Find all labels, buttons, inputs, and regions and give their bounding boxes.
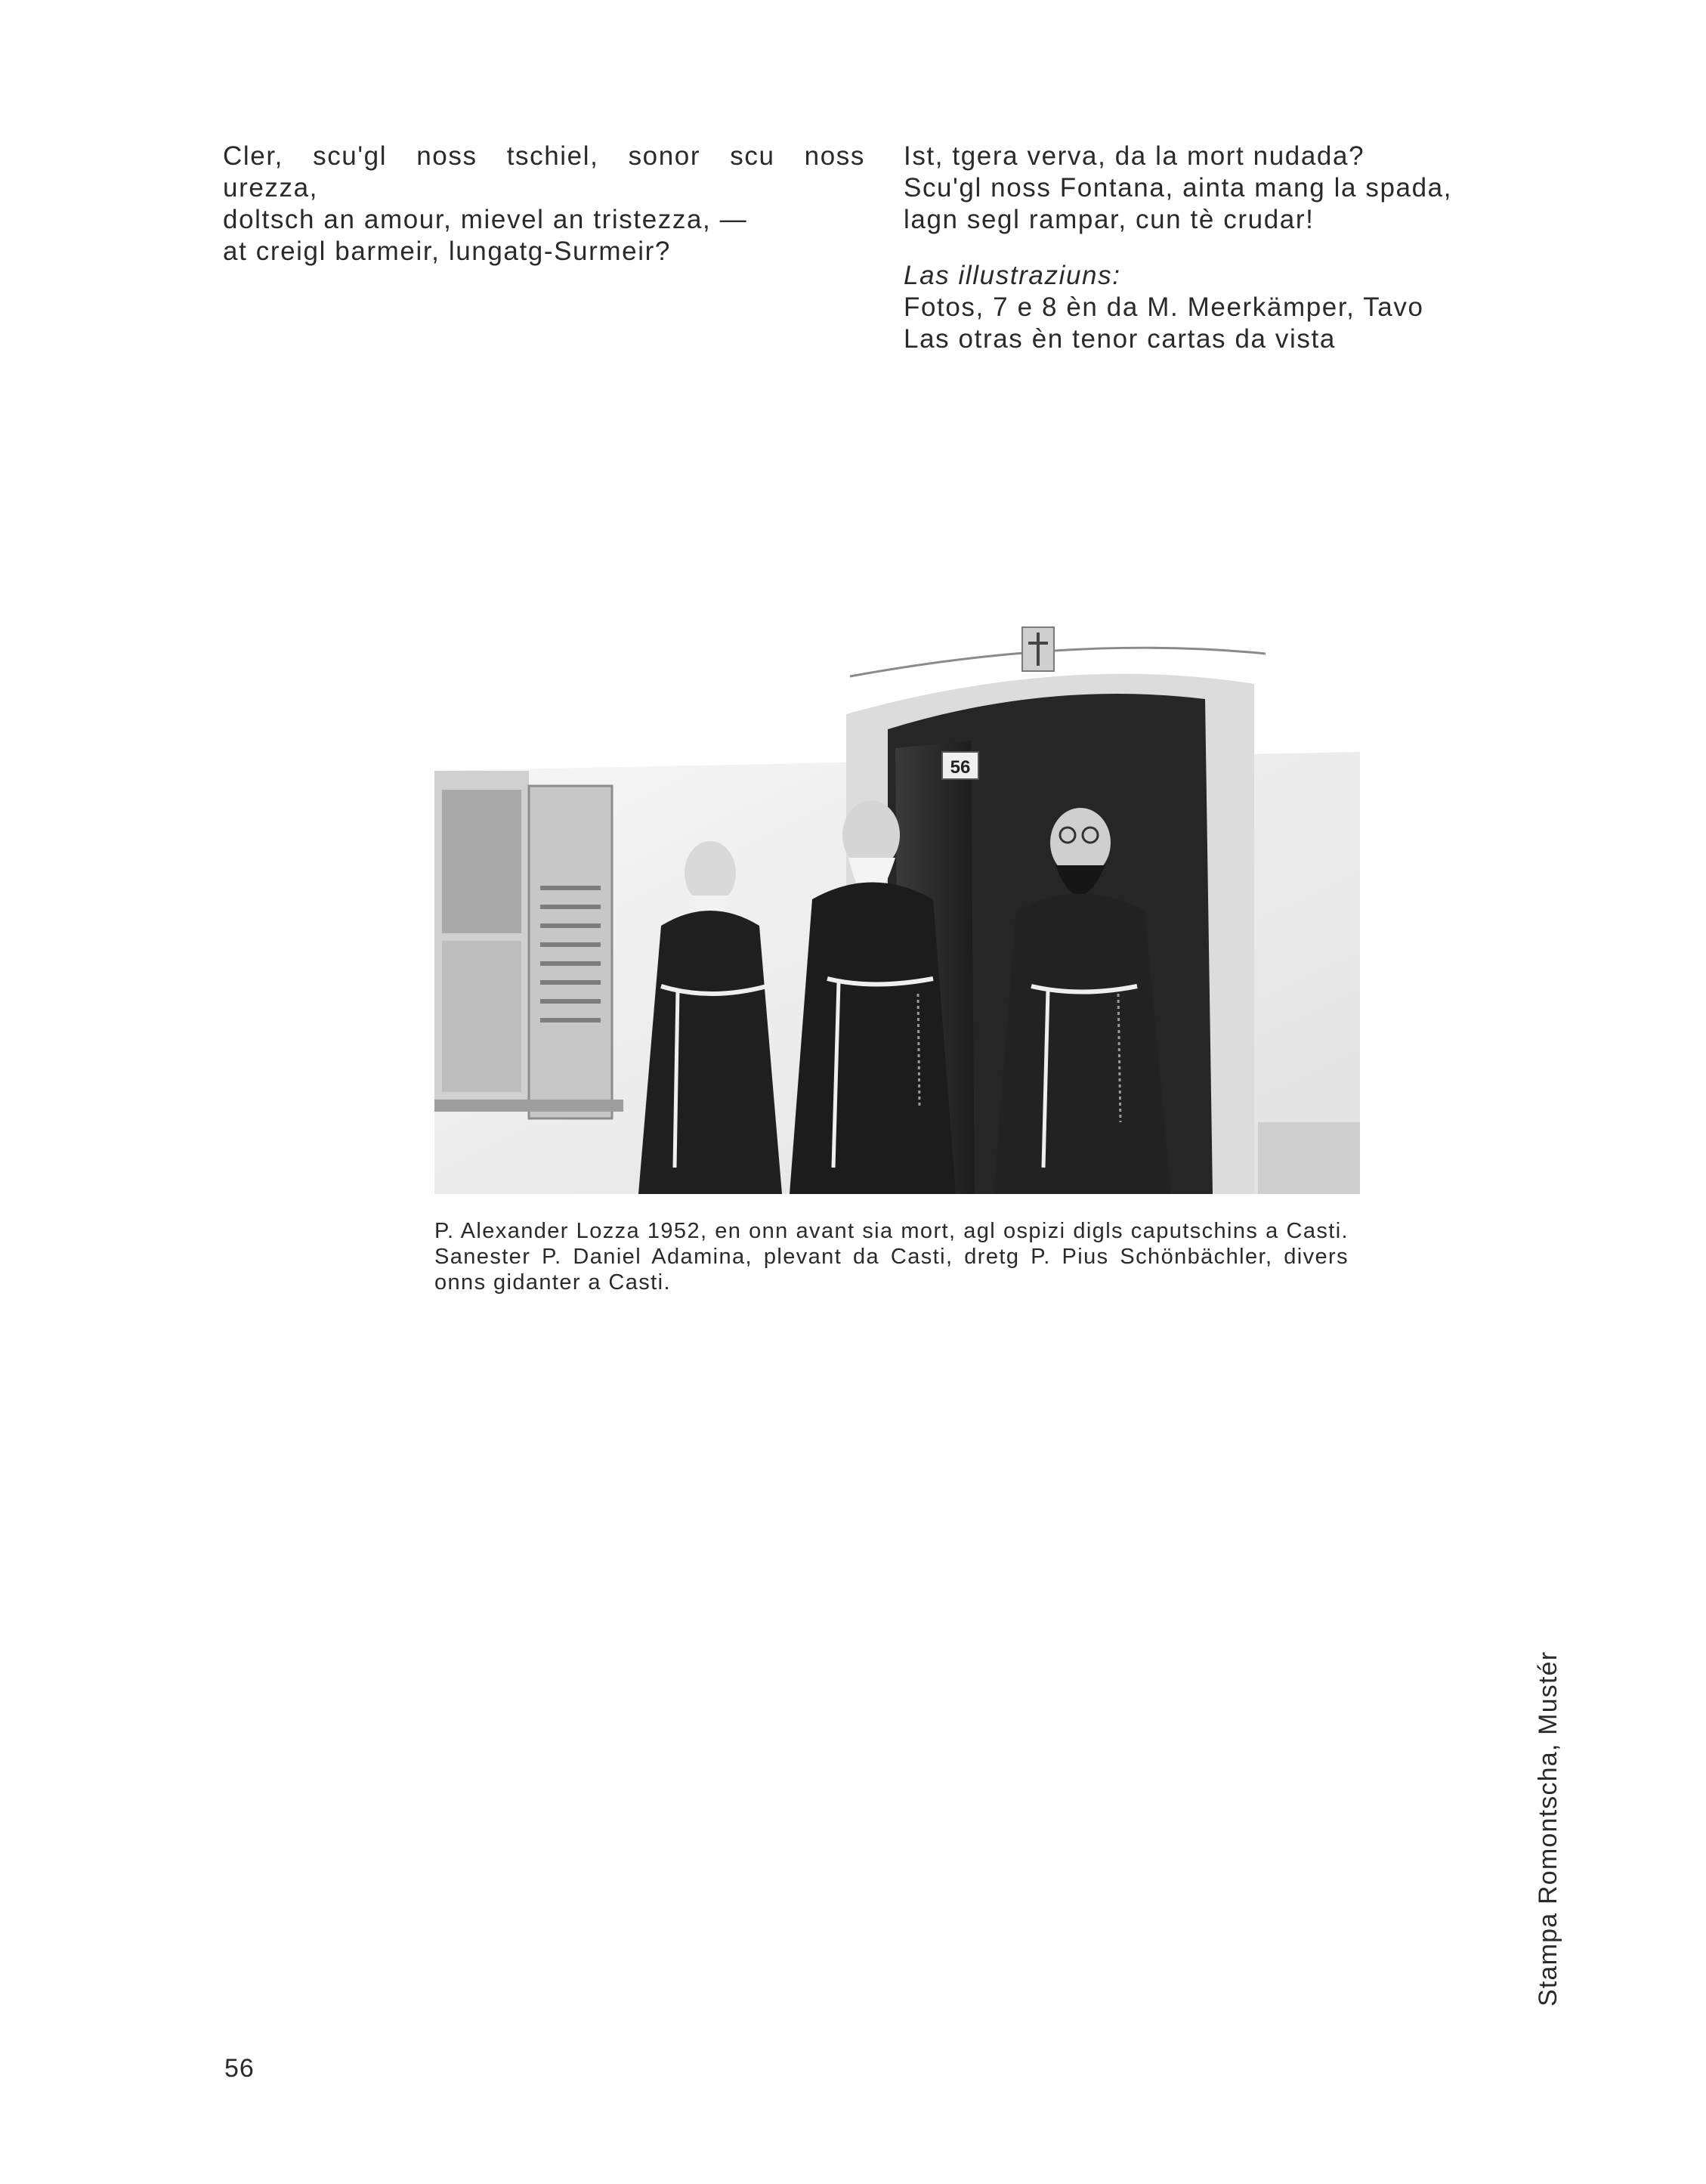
window-shutter [434,771,623,1118]
poem-line: doltsch an amour, mievel an tristezza, — [223,205,748,234]
poem-right-column [904,141,1485,355]
poem-line: Ist, tgera verva, da la mort nudada? [904,141,1365,171]
photo-caption: P. Alexander Lozza 1952, en onn avant sia mort, agl ospizi digls caputschins a Casti. Sanester P. Daniel Adamina, plevant da Casti, dretg P. Pius Schönbächler, divers onns gidanter a Casti. [434,1219,1349,1295]
door-number: 56 [950,757,971,778]
illustration-credits [904,260,1485,355]
printer-credit: Stampa Romontscha, Mustér [1534,1650,1562,2006]
poem-line: lagn segl rampar, cun tè crudar! [904,205,1315,234]
credits-heading: Las illustraziuns: [904,261,1121,290]
poem-line: Cler, scu'gl noss tschiel, sonor scu noss [223,141,865,171]
poem-line: urezza, [223,173,318,203]
credits-line: Las otras èn tenor cartas da vista [904,324,1336,354]
photo-three-capuchin-friars [434,608,1360,1194]
page-number: 56 [224,2054,255,2083]
poem-right-stanza [904,141,1485,236]
poem-line: at creigl barmeir, lungatg-Surmeir? [223,237,671,266]
poem-line: Scu'gl noss Fontana, ainta mang la spada, [904,173,1453,203]
poem-left-stanza [223,141,865,268]
credits-line: Fotos, 7 e 8 èn da M. Meerkämper, Tavo [904,292,1424,322]
